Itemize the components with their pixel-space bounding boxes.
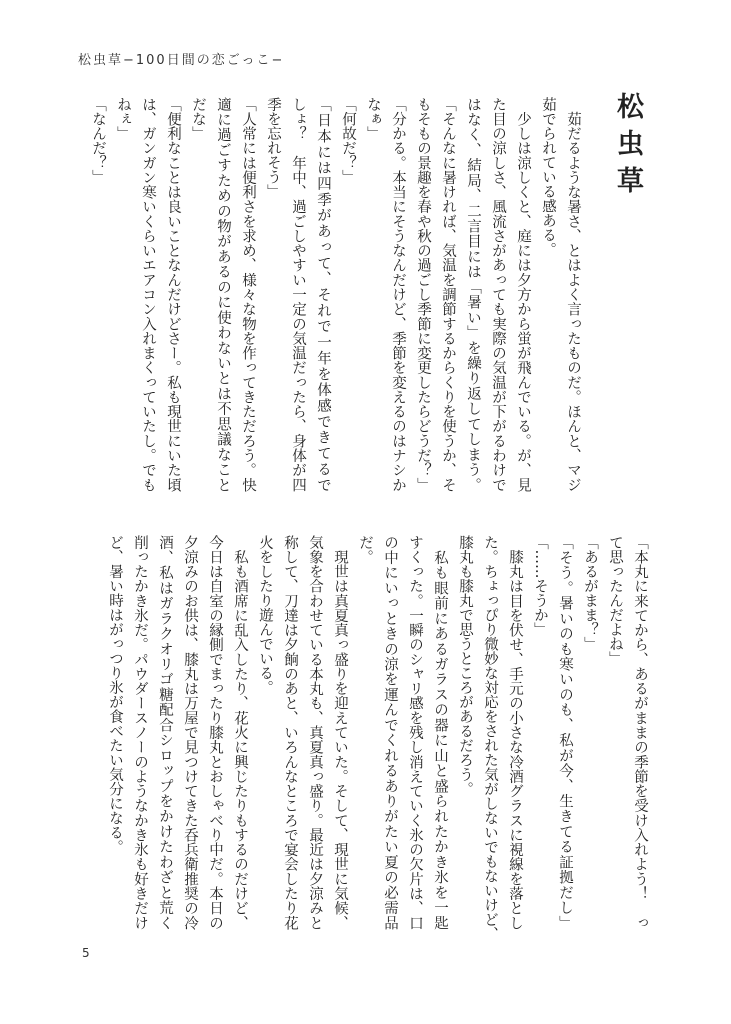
running-header: 松虫草−100日間の恋ごっこ−	[78, 53, 285, 68]
text-line: 「本丸に来てから、あるがままの季節を受け入れよう！ っ	[632, 535, 648, 930]
text-line: なぁ」	[365, 97, 381, 141]
text-line: 「なんだ？」	[90, 97, 106, 184]
text-line: 茹でられている感ある。	[540, 97, 556, 257]
text-line: 「分かる。本当にそうなんだけど、季節を変えるのはナシか	[390, 97, 406, 492]
text-line: 膝丸も膝丸で思うところがあるだろう。	[457, 535, 473, 796]
text-line: 私も眼前にあるガラスの器に山と盛られたかき氷を一匙	[432, 535, 448, 930]
text-line: 夕涼みのお供は、膝丸は万屋で見つけてきた呑兵衛推奨の冷	[182, 535, 198, 930]
text-line: 「日本には四季があって、それで一年を体感できてるで	[315, 97, 331, 492]
text-line: 季を忘れそう」	[265, 97, 281, 199]
text-line: た。ちょっぴり微妙な対応をされた気がしないでもないけど、	[482, 535, 498, 941]
text-line: は、ガンガン寒いくらいエアコン入れまくっていたし。でも	[140, 97, 156, 492]
text-line: 茹だるような暑さ、とはよく言ったものだ。ほんと、マジ	[565, 97, 581, 492]
text-line: だな」	[190, 97, 206, 141]
text-line: 「人常には便利さを求め、様々な物を作ってきただろう。快	[240, 97, 256, 492]
text-line: 現世は真夏真っ盛りを迎えていた。そして、現世に気候、	[332, 535, 348, 930]
text-line: 「あるがまま？」	[582, 535, 598, 651]
text-line: 酒、私はガラクオリゴ糖配合シロップをかけたわざと荒く	[157, 535, 173, 930]
text-line: しょ？ 年中、過ごしやすい一定の気温だったら、身体が四	[290, 97, 306, 492]
page-number: 5	[82, 946, 90, 960]
text-line: 気象を合わせている本丸も、真夏真っ盛り。最近は夕涼みと	[307, 535, 323, 930]
text-block-top	[85, 97, 585, 492]
text-block-bottom	[102, 535, 652, 941]
text-line: 火をしたり遊んでいる。	[257, 535, 273, 695]
text-line: 「便利なことは良いことなんだけどさー。私も現世にいた頃	[165, 97, 181, 492]
text-line: 削ったかき氷だ。パウダースノーのようなかき氷も好きだけ	[132, 535, 148, 930]
text-line: て思ったんだよね」	[607, 535, 623, 666]
text-line: ねぇ」	[115, 97, 131, 141]
text-line: 「そう。暑いのも寒いのも、私が今、生きてる証拠だし」	[557, 535, 573, 930]
text-line: た目の涼しさ、風流さがあっても実際の気温が下がるわけで	[490, 97, 506, 492]
chapter-title: 松虫草	[612, 92, 643, 203]
text-line: 今日は自室の縁側でまったり膝丸とおしゃべり中だ。本日の	[207, 535, 223, 930]
text-line: すくった。一瞬のシャリ感を残し消えていく氷の欠片は、口	[407, 535, 423, 930]
text-line: 少しは涼しくと、庭には夕方から蛍が飛んでいる。が、見	[515, 97, 531, 492]
text-line: 「そんなに暑ければ、気温を調節するからくりを使うか、そ	[440, 97, 456, 492]
text-line: だ。	[357, 535, 373, 564]
text-line: 膝丸は目を伏せ、手元の小さな冷酒グラスに視線を落とし	[507, 535, 523, 930]
text-line: 私も酒席に乱入したり、花火に興じたりもするのだけど、	[232, 535, 248, 930]
text-line: 称して、刀達は夕餉のあと、いろんなところで宴会したり花	[282, 535, 298, 930]
text-line: 適に過ごすための物があるのに使わないとは不思議なこと	[215, 97, 231, 492]
text-line: 「何故だ？」	[340, 97, 356, 184]
text-line: の中にいっときの涼を運んでくれるありがたい夏の必需品	[382, 535, 398, 930]
text-line: はなく、結局、二言目には「暑い」を繰り返してしまう。	[465, 97, 481, 492]
text-line: もそもの景趣を春や秋の過ごし季節に変更したらどうだ？」	[415, 97, 431, 492]
text-line: 「……そうか」	[532, 535, 548, 637]
text-line: ど、暑い時はがっつり氷が食べたい気分になる。	[107, 535, 123, 854]
